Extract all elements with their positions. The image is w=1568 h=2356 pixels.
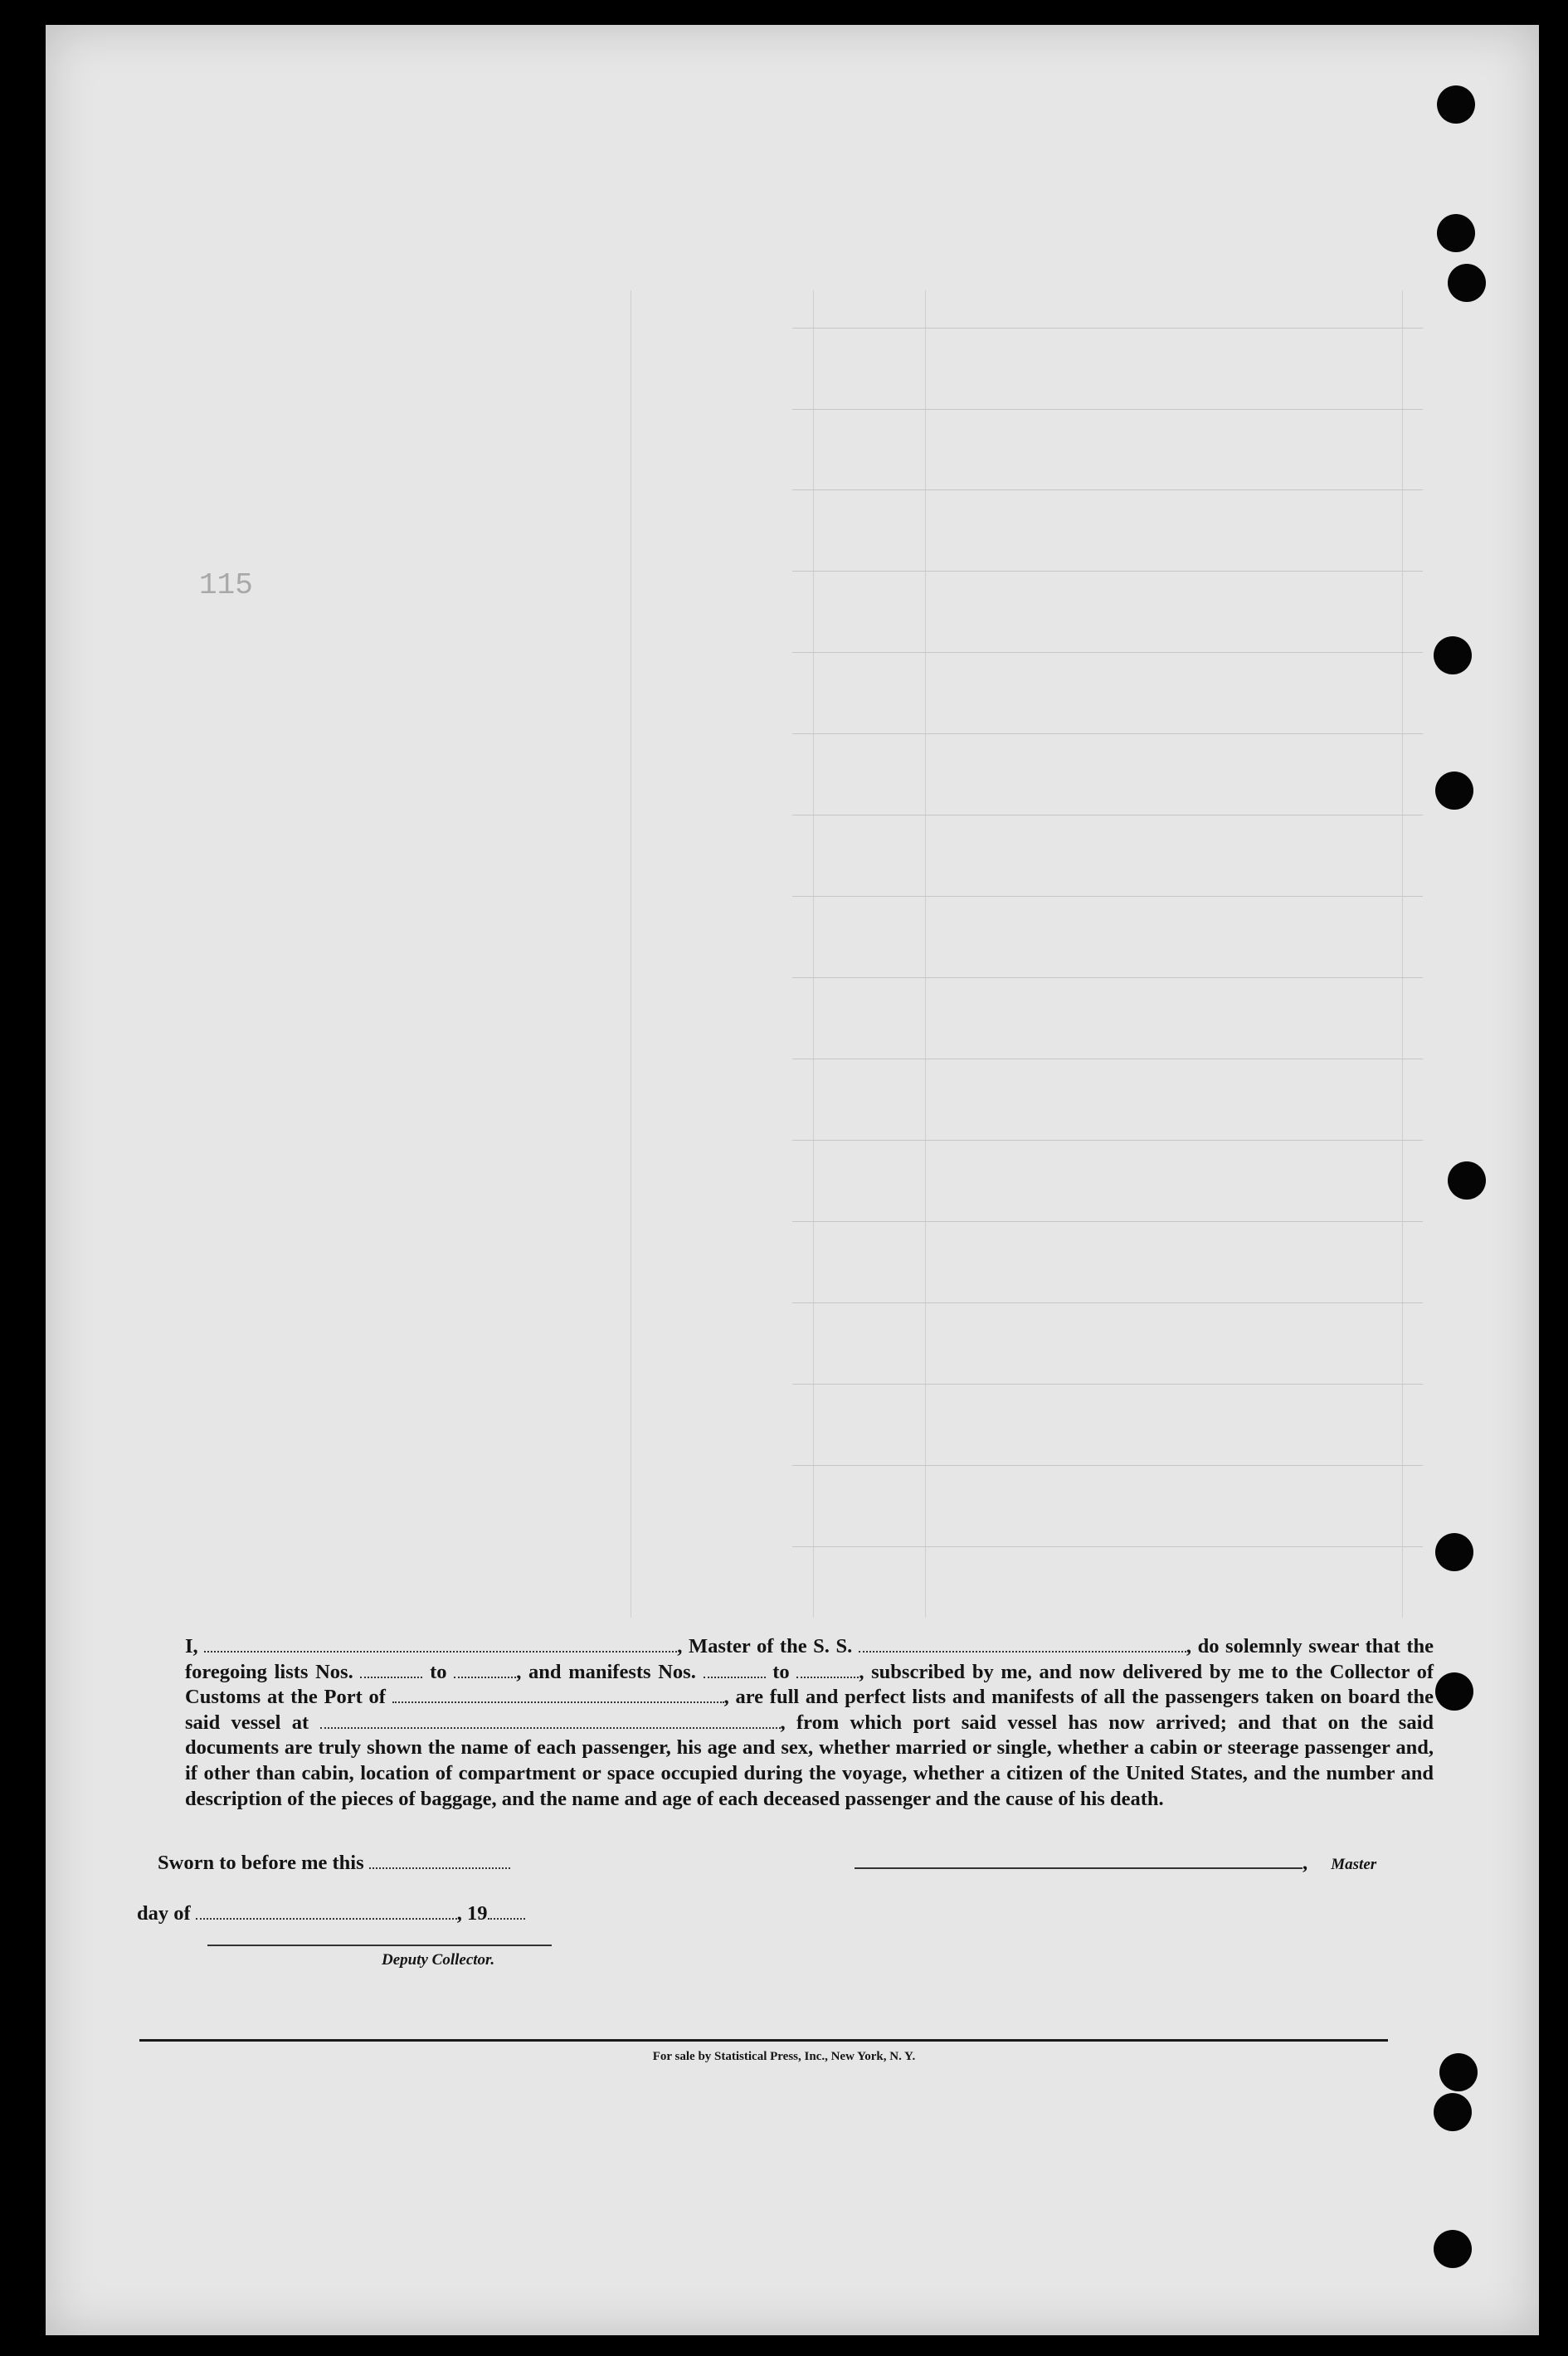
footer-rule: [139, 2039, 1388, 2042]
punch-hole: [1448, 264, 1486, 302]
date-row: day of , 19: [137, 1902, 525, 1925]
oath-paragraph: [185, 1634, 1434, 1812]
list-to-field[interactable]: [454, 1662, 516, 1678]
deputy-collector-row: [207, 1943, 552, 1969]
punch-hole: [1439, 2053, 1478, 2091]
port-of-departure-field[interactable]: [320, 1712, 781, 1729]
publisher-footer: For sale by Statistical Press, Inc., New York, N. Y.: [652, 2050, 916, 2063]
punch-hole: [1437, 214, 1475, 252]
year-prefix: 19: [467, 1902, 488, 1925]
margin-number: 115: [199, 568, 253, 602]
master-label: Master: [1331, 1856, 1377, 1873]
punch-hole: [1434, 2093, 1472, 2131]
oath-text-1: I,: [185, 1635, 198, 1657]
master-signature-line[interactable]: [855, 1852, 1303, 1869]
punch-hole: [1435, 1672, 1473, 1711]
oath-text-4: to: [430, 1660, 447, 1683]
manifest-from-field[interactable]: [704, 1662, 766, 1678]
master-signature-row: , Master: [855, 1852, 1376, 1875]
punch-hole: [1435, 1533, 1473, 1571]
punch-hole: [1448, 1161, 1486, 1200]
year-field[interactable]: [488, 1903, 525, 1920]
master-name-field[interactable]: [204, 1636, 677, 1653]
punch-hole: [1434, 2230, 1472, 2268]
punch-hole: [1435, 772, 1473, 810]
manifest-page: [46, 25, 1539, 2335]
punch-hole: [1434, 636, 1472, 674]
oath-text-7: , subscribed by me, and now delivered by me to the Collector of Customs at the Port of: [185, 1660, 1434, 1709]
sworn-row: [158, 1852, 510, 1875]
sworn-label: Sworn to before me this: [158, 1852, 364, 1874]
punch-hole: [1437, 85, 1475, 124]
list-from-field[interactable]: [360, 1662, 422, 1678]
manifest-to-field[interactable]: [796, 1662, 859, 1678]
deputy-collector-label: Deputy Collector.: [382, 1951, 495, 1969]
port-of-arrival-field[interactable]: [392, 1687, 724, 1703]
sworn-day-field[interactable]: [369, 1852, 510, 1869]
oath-text-9: , from which port said vessel has now arrived; and that on the said documents are truly shown the name of each passenger, his age and sex, whether married or single, whether a cabin or steerage passenger and, if other than cabin, location of compartment or space occupied during the voyage, whether a citizen of the United States, and the number and description of the pieces of baggage, and the name and age of each deceased passenger and the cause of his death.: [185, 1711, 1434, 1810]
month-field[interactable]: [196, 1903, 457, 1920]
ship-name-field[interactable]: [859, 1636, 1186, 1653]
oath-text-8: , are full and perfect lists and manifests of all the passengers taken on board the said vessel at: [185, 1686, 1434, 1734]
oath-text-5: , and manifests Nos.: [516, 1660, 696, 1683]
oath-text-2: , Master of the S. S.: [677, 1635, 853, 1657]
deputy-signature-line[interactable]: [207, 1943, 552, 1946]
oath-text-3: , do solemnly swear that the foregoing lists Nos.: [185, 1635, 1434, 1683]
day-of-label: day of: [137, 1902, 191, 1925]
oath-text-6: to: [772, 1660, 790, 1683]
